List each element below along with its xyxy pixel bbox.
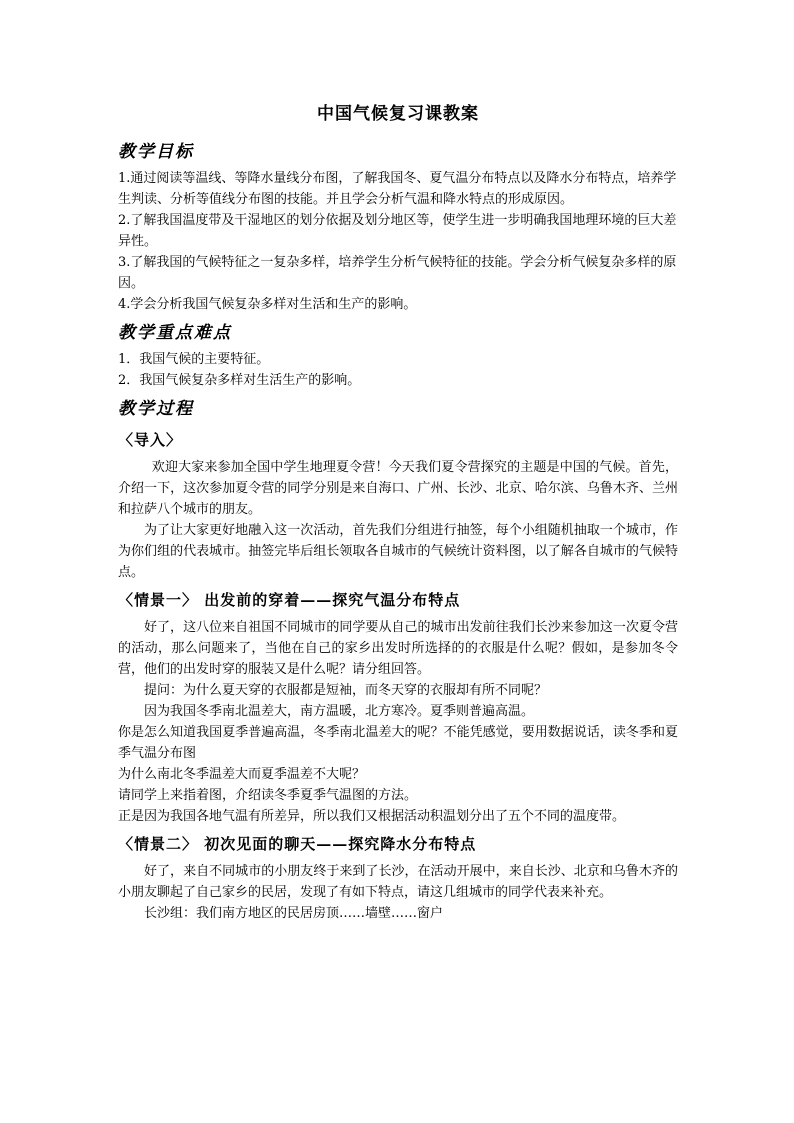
goals-list xyxy=(118,168,678,315)
goal-item: 4.学会分析我国气候复杂多样对生活和生产的影响。 xyxy=(118,297,417,312)
scene2-paragraph: 长沙组：我们南方地区的民居房顶……墙壁……窗户 xyxy=(144,906,444,921)
document-page xyxy=(118,100,678,924)
goal-item: 3.了解我国的气候特征之一复杂多样，培养学生分析气候特征的技能。学会分析气候复杂多样的原因。 xyxy=(118,255,677,291)
key-point-item: 1．我国气候的主要特征。 xyxy=(118,352,270,367)
section-heading-key-points: 教学重点难点 xyxy=(118,323,232,343)
scene1-heading: 〈情景一〉 出发前的穿着——探究气温分布特点 xyxy=(118,591,461,609)
key-point-item: 2．我国气候复杂多样对生活生产的影响。 xyxy=(118,373,361,388)
scene1-paragraph: 你是怎么知道我国夏季普遍高温，冬季南北温差大的呢？不能凭感觉，要用数据说话，读冬季和夏季气温分布图 xyxy=(118,725,678,761)
scene2-paragraph: 好了，来自不同城市的小朋友终于来到了长沙，在活动开展中，来自长沙、北京和乌鲁木齐的小朋友聊起了自己家乡的民居，发现了有如下特点，请这几组城市的同学代表来补充。 xyxy=(118,864,678,900)
section-heading-process: 教学过程 xyxy=(118,399,194,419)
scene1-paragraph: 正是因为我国各地气温有所差异，所以我们又根据活动积温划分出了五个不同的温度带。 xyxy=(118,809,626,824)
scene1-paragraph: 因为我国冬季南北温差大，南方温暖，北方寒冷。夏季则普遍高温。 xyxy=(144,704,535,719)
scene1-paragraph: 为什么南北冬季温差大而夏季温差不大呢？ xyxy=(118,767,366,782)
scene1-paragraph: 提问：为什么夏天穿的衣服都是短袖，而冬天穿的衣服却有所不同呢？ xyxy=(144,683,548,698)
document-title: 中国气候复习课教案 xyxy=(317,104,479,124)
section-heading-goals: 教学目标 xyxy=(118,142,194,162)
goal-item: 2.了解我国温度带及干湿地区的划分依据及划分地区等，使学生进一步明确我国地理环境的巨大差异性。 xyxy=(118,213,677,249)
scene1-paragraph: 请同学上来指着图，介绍读冬季夏季气温图的方法。 xyxy=(118,788,418,803)
intro-paragraph: 欢迎大家来参加全国中学生地理夏令营！今天我们夏令营探究的主题是中国的气候。首先，介绍一下，这次参加夏令营的同学分别是来自海口、广州、长沙、北京、哈尔滨、乌鲁木齐、兰州和拉萨八个城市的朋友。 xyxy=(118,460,678,517)
key-points-list xyxy=(118,349,678,391)
scene2-heading: 〈情景二〉 初次见面的聊天——探究降水分布特点 xyxy=(118,835,477,853)
goal-item: 1.通过阅读等温线、等降水量线分布图，了解我国冬、夏气温分布特点以及降水分布特点，培养学生判读、分析等值线分布图的技能。并且学会分析气温和降水特点的形成原因。 xyxy=(118,171,677,207)
intro-heading: 〈导入〉 xyxy=(118,431,183,449)
scene1-paragraph: 好了，这八位来自祖国不同城市的同学要从自己的城市出发前往我们长沙来参加这一次夏令营的活动，那么问题来了，当他在自己的家乡出发时所选择的的衣服是什么呢？假如，是参加冬令营，他们的出发时穿的服装又是什么呢？请分组回答。 xyxy=(118,620,678,677)
intro-paragraph: 为了让大家更好地融入这一次活动，首先我们分组进行抽签，每个小组随机抽取一个城市，作为你们组的代表城市。抽签完毕后组长领取各自城市的气候统计资料图，以了解各自城市的气候特点。 xyxy=(118,523,678,580)
